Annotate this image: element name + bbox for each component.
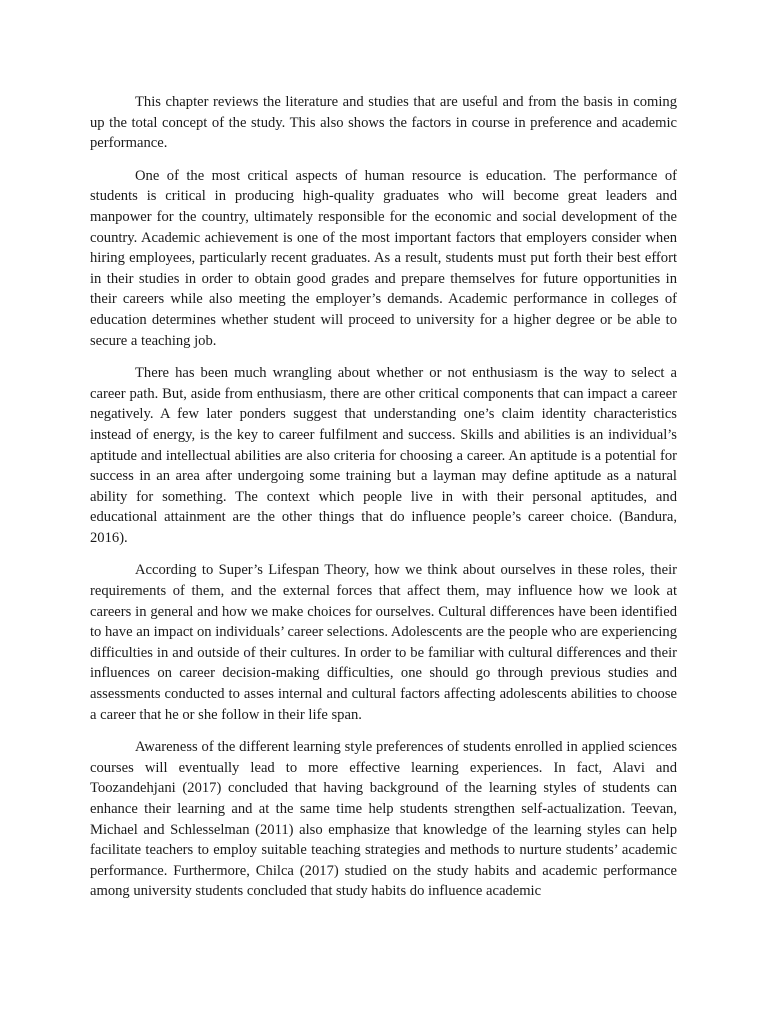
paragraph-lifespan-theory: According to Super’s Lifespan Theory, how we think about ourselves in these roles, their requirements of them, and the external forces that affect them, may influence how we look at careers in general and how we make choices for ourselves. Cultural differences have been identified to have an impact on individuals’ career selections. Adolescents are the people who are experiencing difficulties in and outside of their cultures. In order to be familiar with cultural differences and their influences on career decision-making difficulties, one should go through previous studies and assessments conducted to asses internal and cultural factors affecting adolescents abilities to choose a career that he or she follow in their life span.	[90, 562, 677, 723]
paragraph-learning-styles: Awareness of the different learning style preferences of students enrolled in applied sciences courses will eventually lead to more effective learning experiences. In fact, Alavi and Toozandehjani (2017) concluded that having background of the learning styles of students can enhance their learning and at the same time help students strengthen self-actualization. Teevan, Michael and Schlesselman (2011) also emphasize that knowledge of the learning styles can help facilitate teachers to employ suitable teaching strategies and methods to nurture students’ academic performance. Furthermore, Chilca (2017) studied on the study habits and academic performance among university students concluded that study habits do influence academic	[90, 739, 677, 900]
paragraph-intro: This chapter reviews the literature and studies that are useful and from the basis in coming up the total concept of the study. This also shows the factors in course in preference and academic performance.	[90, 94, 677, 152]
paragraph-education: One of the most critical aspects of human resource is education. The performance of students is critical in producing high-quality graduates who will become great leaders and manpower for the country, ultimately responsible for the economic and social development of the country. Academic achievement is one of the most important factors that employers consider when hiring employees, particularly recent graduates. As a result, students must put forth their best effort in their studies in order to obtain good grades and prepare themselves for future opportunities in their careers while also meeting the employer’s demands. Academic performance in colleges of education determines whether student will proceed to university for a higher degree or be able to secure a teaching job.	[90, 167, 677, 349]
document-body	[90, 92, 677, 914]
paragraph-career-path: There has been much wrangling about whether or not enthusiasm is the way to select a career path. But, aside from enthusiasm, there are other critical components that can impact a career negatively. A few later ponders suggest that understanding one’s claim identity characteristics instead of energy, is the key to career fulfilment and success. Skills and abilities is an individual’s aptitude and intellectual abilities are also criteria for choosing a career. An aptitude is a potential for success in an area after undergoing some training but a layman may define aptitude as a natural ability for something. The context which people live in with their personal aptitudes, and educational attainment are the other things that do influence people’s career choice. (Bandura, 2016).	[90, 365, 677, 546]
